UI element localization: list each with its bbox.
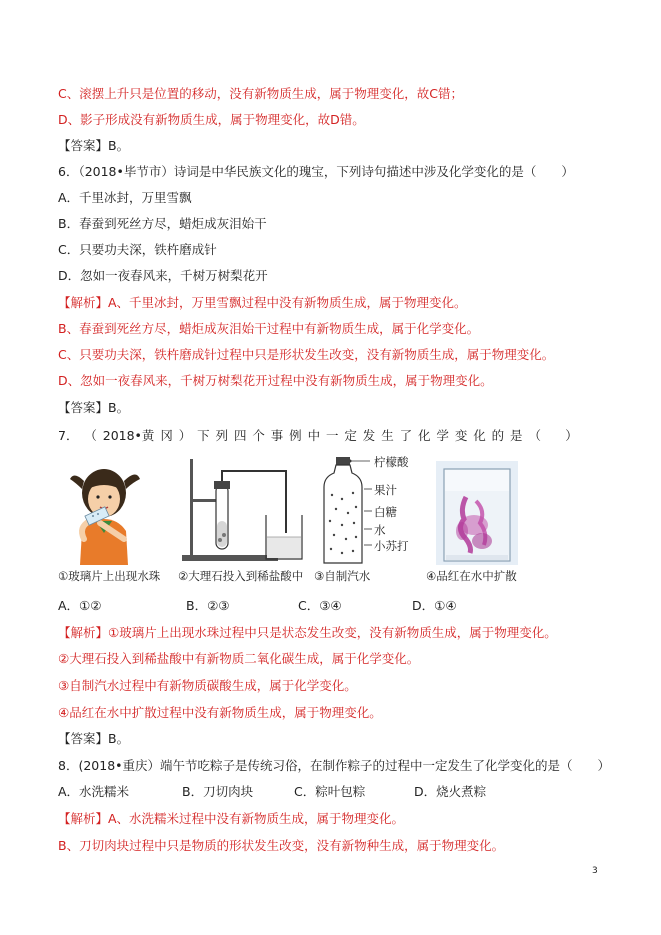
q6-answer: 【答案】B。 <box>58 400 130 415</box>
q7-stem-char: 变 <box>454 428 468 443</box>
q7-stem-char: 7． <box>58 428 79 443</box>
label-water: 水 <box>374 523 386 537</box>
q7-option-b: B．②③ <box>186 598 230 613</box>
q8-analysis-b: B、刀切肉块过程中只是物质的形状发生改变，没有新物种生成，属于物理变化。 <box>58 838 505 853</box>
q7-stem-char: 中 <box>307 428 321 443</box>
girl-glass-illustration <box>60 461 148 565</box>
label-baking-soda: 小苏打 <box>374 539 409 553</box>
q6-stem: 6．（2018•毕节市）诗词是中华民族文化的瑰宝，下列诗句描述中涉及化学变化的是（ ） <box>58 164 574 179</box>
q7-stem-char: 化 <box>418 428 431 443</box>
prev-analysis-c: C、滚摆上升只是位置的移动，没有新物质生成，属于物理变化，故C错； <box>58 86 463 101</box>
q8-option-c: C．粽叶包粽 <box>294 784 366 799</box>
q7-stem-char: （ <box>84 428 97 443</box>
q7-option-d: D．①④ <box>412 598 457 613</box>
prev-answer: 【答案】B。 <box>58 138 130 153</box>
q8-option-b: B．刀切肉块 <box>182 784 254 799</box>
q7-analysis-4: ④品红在水中扩散过程中没有新物质生成，属于物理变化。 <box>58 705 382 720</box>
q7-stem-char: 个 <box>252 428 265 443</box>
q6-analysis-b: B、春蚕到死丝方尽，蜡炬成灰泪始干过程中有新物质生成，属于化学变化。 <box>58 321 480 336</box>
q6-analysis-d: D、忽如一夜春风来，千树万树梨花开过程中没有新物质生成，属于物理变化。 <box>58 373 493 388</box>
q7-stem-char: 定 <box>344 428 357 443</box>
q7-stem-char: 生 <box>381 428 394 443</box>
q7-options <box>58 598 618 614</box>
q7-stem-char: ） <box>565 428 578 443</box>
caption-homemade-soda: ③自制汽水 <box>314 569 371 583</box>
q7-analysis-1: 【解析】①玻璃片上出现水珠过程中只是状态发生改变，没有新物质生成，属于物理变化。 <box>58 625 557 640</box>
q6-analysis-a: 【解析】A、千里冰封，万里雪飘过程中没有新物质生成，属于物理变化。 <box>58 295 467 310</box>
caption-glass-water: ①玻璃片上出现水珠 <box>58 569 161 583</box>
q7-stem-char: 下 <box>197 428 210 443</box>
dye-diffusion-photo <box>436 461 518 565</box>
q6-analysis-c: C、只要功夫深，铁杵磨成针过程中只是形状发生改变，没有新物质生成，属于物理变化。 <box>58 347 555 362</box>
q7-stem-char: 学 <box>436 428 449 443</box>
q8-option-a: A．水洗糯米 <box>58 784 130 799</box>
q7-analysis-2: ②大理石投入到稀盐酸中有新物质二氧化碳生成，属于化学变化。 <box>58 651 420 666</box>
q7-stem-char: 了 <box>399 428 413 443</box>
q7-stem-char <box>547 428 560 444</box>
q6-option-a: A．千里冰封，万里雪飘 <box>58 190 192 205</box>
q8-options <box>58 784 618 800</box>
caption-dye-diffusion: ④品红在水中扩散 <box>426 569 517 583</box>
q7-stem-char: 四 <box>233 428 247 443</box>
q7-stem-char: 化 <box>473 428 486 443</box>
q7-stem-char: ） <box>178 428 192 443</box>
q6-option-b: B．春蚕到死丝方尽，蜡炬成灰泪始干 <box>58 216 267 231</box>
q7-stem-char: 例 <box>289 428 302 443</box>
label-citric-acid: 柠檬酸 <box>374 455 409 469</box>
q7-stem-char: 冈 <box>160 428 173 443</box>
marble-acid-apparatus <box>178 455 308 565</box>
q7-stem-char: 发 <box>362 428 376 443</box>
q7-stem-char: 是 <box>510 428 523 443</box>
caption-marble-acid: ②大理石投入到稀盐酸中 <box>178 569 304 583</box>
q7-option-c: C．③④ <box>298 598 342 613</box>
q7-stem-char: 的 <box>491 428 505 443</box>
label-juice: 果汁 <box>374 483 397 497</box>
q7-stem-char: 列 <box>215 428 229 443</box>
q7-stem-char: 一 <box>325 428 339 443</box>
prev-analysis-d: D、影子形成没有新物质生成，属于物理变化，故D错。 <box>58 112 365 127</box>
q6-option-c: C．只要功夫深，铁杵磨成针 <box>58 242 217 257</box>
q7-stem <box>58 428 578 444</box>
q7-option-a: A．①② <box>58 598 102 613</box>
q7-stem-char: 事 <box>270 428 284 443</box>
q8-option-d: D．烧火煮粽 <box>414 784 487 799</box>
q7-stem-char: （ <box>528 428 541 443</box>
q7-answer: 【答案】B。 <box>58 731 130 746</box>
q7-stem-char: 2018•黄 <box>102 428 155 443</box>
q7-figure <box>58 455 598 587</box>
page-number: 3 <box>592 866 598 876</box>
q8-stem: 8．(2018•重庆）端午节吃粽子是传统习俗，在制作粽子的过程中一定发生了化学变化的是（ ） <box>58 758 611 773</box>
label-sugar: 白糖 <box>374 505 397 519</box>
q7-analysis-3: ③自制汽水过程中有新物质碳酸生成，属于化学变化。 <box>58 678 357 693</box>
q6-option-d: D．忽如一夜春风来，千树万树梨花开 <box>58 268 268 283</box>
q8-analysis-a: 【解析】A、水洗糯米过程中没有新物质生成，属于物理变化。 <box>58 811 405 826</box>
